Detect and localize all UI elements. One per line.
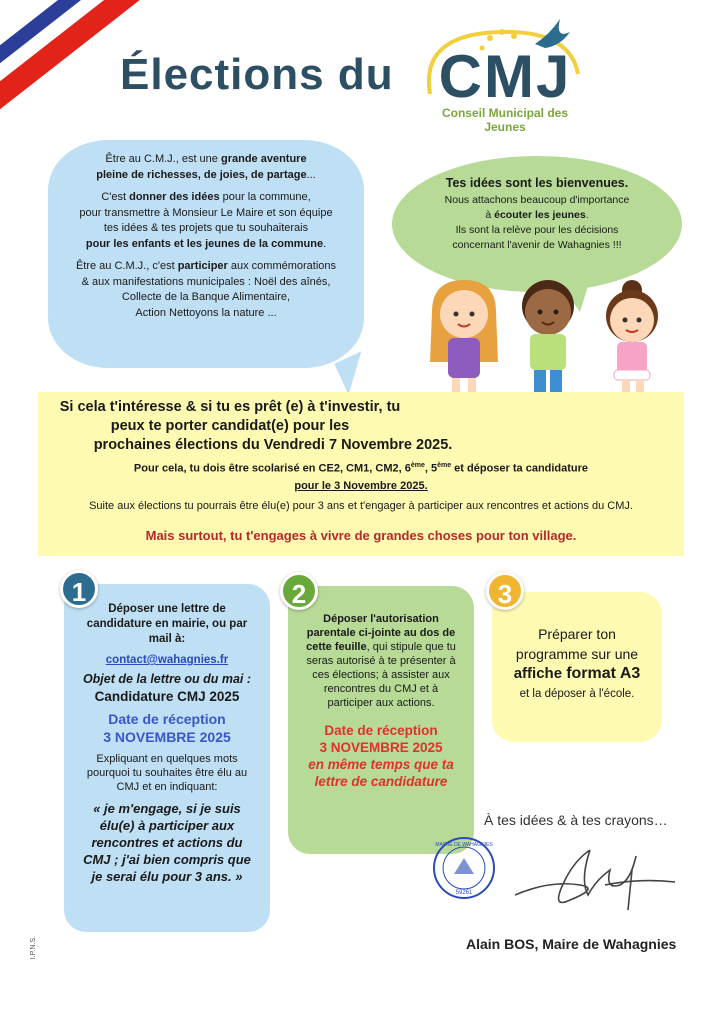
band-sup: ème: [410, 462, 425, 469]
page-title: Élections du: [120, 50, 394, 99]
intro-text: Collecte de la Banque Alimentaire,: [121, 291, 291, 303]
band-text: , 5: [424, 462, 438, 475]
step-3-text-2: et la déposer à l'école.: [519, 688, 635, 700]
ideas-text: à: [485, 209, 495, 221]
email-link[interactable]: contact@wahagnies.fr: [105, 654, 229, 666]
stamp-code: 59261: [455, 890, 473, 896]
ideas-text: .: [585, 209, 589, 221]
stamp-text: MAIRIE DE WAHAGNIES: [435, 842, 493, 848]
step-1-card: [64, 584, 270, 932]
step-2-date: 3 NOVEMBRE 2025: [319, 740, 443, 755]
intro-text: tes idées & tes projets que tu souhaiterais: [103, 222, 309, 234]
step-1-date-label: Date de réception: [108, 711, 226, 727]
intro-text: aux commémorations: [227, 260, 337, 272]
logo-cmj-text: CMJ: [438, 43, 572, 110]
intro-bubble: [48, 140, 364, 368]
step-2-text: , qui stipule que tu seras autorisé à te présenter à ces élections; à assister aux rencontres du CMJ et à participer aux actions.: [306, 641, 456, 709]
intro-bold: pour les enfants et les jeunes de la commune: [85, 237, 324, 250]
band-line-1: [38, 462, 684, 475]
intro-text: Action Nettoyons la nature ...: [135, 306, 277, 319]
step-1-quote: « je m'engage, si je suis élu(e) à participer aux rencontres et actions du CMJ ; j'ai bien compris que je serai élu pour 3 ans. »: [83, 801, 251, 884]
step-1-number: 1: [60, 570, 98, 608]
intro-bold: pleine de richesses, de joies, de partage: [96, 168, 307, 181]
band-headline: Si cela t'intéresse & si tu es prêt (e) à t'investir, tu peux te porter candidat(e) pour les: [59, 399, 401, 434]
ideas-line: Ils sont la relève pour les décisions: [455, 224, 619, 236]
tagline: À tes idées & à tes crayons…: [484, 812, 668, 828]
step-3-card: [492, 592, 662, 742]
step-2-date-label: Date de réception: [324, 723, 438, 738]
band-text: et déposer ta candidature: [451, 462, 589, 475]
mairie-stamp-icon: [432, 836, 496, 900]
mayor-name: Alain BOS, Maire de Wahagnies: [466, 936, 677, 952]
ipns-label: I.P.N.S.: [30, 936, 37, 960]
signature-icon: [510, 840, 680, 920]
ideas-heading: Tes idées sont les bienvenues.: [445, 176, 629, 190]
ideas-bold: écouter les jeunes: [494, 209, 586, 221]
step-2-number: 2: [280, 572, 318, 610]
step-2-card: [288, 586, 474, 854]
intro-bold: participer: [177, 260, 228, 272]
band-sup: ème: [437, 462, 452, 469]
ideas-line: concernant l'avenir de Wahagnies !!!: [452, 239, 622, 251]
intro-bold: grande aventure: [220, 153, 307, 165]
band-line-3: Suite aux élections tu pourrais être élu(e) pour 3 ans et t'engager à participer aux rencontres et actions du CMJ.: [89, 500, 633, 512]
intro-bold: donner des idées: [129, 191, 220, 203]
step-3-format: format A3: [566, 665, 641, 682]
logo-subtitle: Conseil Municipal des Jeunes: [441, 106, 569, 134]
intro-text: Être au C.M.J., c'est: [75, 260, 178, 272]
bubble-tail: [334, 351, 376, 394]
intro-text: ...: [306, 168, 316, 181]
step-2-same-time: en même temps que ta lettre de candidature: [308, 757, 454, 789]
intro-text: .: [323, 237, 327, 250]
intro-text: pour la commune,: [219, 191, 311, 203]
step-1-subject-label: Objet de la lettre ou du mai :: [82, 672, 252, 686]
intro-text: C'est: [101, 191, 130, 203]
band-line-2: pour le 3 Novembre 2025.: [294, 480, 428, 492]
step-1-explain: Expliquant en quelques mots pourquoi tu souhaites être élu au CMJ et en indiquant:: [86, 753, 248, 793]
step-3-text: Préparer ton programme sur une: [515, 626, 639, 662]
step-3-number: 3: [486, 572, 524, 610]
intro-text: Être au C.M.J., est une: [105, 153, 221, 165]
step-1-date: 3 NOVEMBRE 2025: [103, 729, 231, 745]
band-red-line: Mais surtout, tu t'engages à vivre de grandes choses pour ton village.: [145, 528, 577, 543]
intro-text: & aux manifestations municipales : Noël des aînés,: [81, 275, 331, 288]
step-1-subject: Candidature CMJ 2025: [94, 689, 240, 704]
band-text: Pour cela, tu dois être scolarisé en CE2, CM1, CM2, 6: [133, 462, 411, 475]
intro-text: pour transmettre à Monsieur Le Maire et son équipe: [79, 206, 333, 219]
step-3-bold: affiche: [513, 665, 567, 682]
band-headline-2: prochaines élections du Vendredi 7 Novembre 2025.: [93, 437, 453, 453]
step-1-text: Déposer une lettre de candidature en mairie, ou par mail à:: [86, 603, 248, 645]
step-2-bold: Déposer l'autorisation parentale ci-jointe au dos de cette feuille: [306, 613, 456, 653]
ideas-line: Nous attachons beaucoup d'importance: [444, 194, 630, 206]
